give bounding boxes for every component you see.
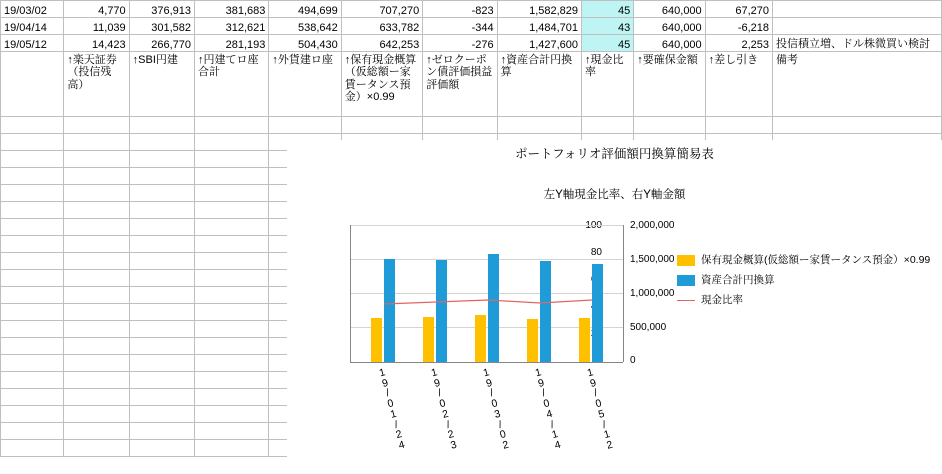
empty-cell[interactable]	[195, 134, 269, 151]
empty-cell[interactable]	[195, 236, 269, 253]
cell-required[interactable]: 640,000	[634, 35, 705, 52]
empty-cell[interactable]	[129, 423, 194, 440]
header-row	[1, 52, 942, 117]
cell-foreign[interactable]: 504,430	[269, 35, 341, 52]
right-axis-tick: 500,000	[630, 322, 667, 333]
column-header-cash[interactable]: ↑保有現金概算（仮総額ー家賃ータンス預金）×0.99	[341, 52, 422, 117]
empty-cell[interactable]	[64, 389, 129, 406]
empty-cell[interactable]	[195, 219, 269, 236]
empty-cell[interactable]	[64, 219, 129, 236]
cell-zero-coupon[interactable]: -344	[423, 18, 497, 35]
empty-cell[interactable]	[129, 253, 194, 270]
cell-cash-ratio[interactable]: 43	[582, 18, 634, 35]
empty-cell[interactable]	[64, 117, 129, 134]
chart-title: ポートフォリオ評価額円換算簡易表	[515, 147, 714, 161]
empty-cell[interactable]	[195, 168, 269, 185]
chart-legend	[677, 254, 939, 314]
empty-cell[interactable]	[64, 440, 129, 457]
empty-cell[interactable]	[195, 151, 269, 168]
empty-cell[interactable]	[1, 304, 64, 321]
cell-note[interactable]: 投信積立増、ドル株微買い検討	[773, 35, 942, 52]
empty-cell[interactable]	[64, 338, 129, 355]
cell-sbi[interactable]: 266,770	[129, 35, 194, 52]
column-header-zero-coupon[interactable]: ↑ゼロクーポン債評価損益評価額	[423, 52, 497, 117]
empty-cell[interactable]	[64, 287, 129, 304]
empty-cell[interactable]	[1, 134, 64, 151]
empty-cell[interactable]	[129, 117, 194, 134]
empty-cell[interactable]	[129, 151, 194, 168]
cell-note[interactable]	[773, 18, 942, 35]
empty-cell[interactable]	[1, 185, 64, 202]
cell-zero-coupon[interactable]: -823	[423, 1, 497, 18]
empty-cell[interactable]	[64, 185, 129, 202]
legend-item-ratio[interactable]	[677, 294, 939, 307]
table-row[interactable]	[1, 35, 942, 52]
cell-cash[interactable]: 633,782	[341, 18, 422, 35]
legend-swatch-icon	[677, 255, 695, 266]
cell-rakuten[interactable]: 11,039	[64, 18, 129, 35]
empty-cell[interactable]	[1, 151, 64, 168]
column-header-note[interactable]: 備考	[773, 52, 942, 117]
empty-cell[interactable]	[195, 440, 269, 457]
cell-rakuten[interactable]: 14,423	[64, 35, 129, 52]
cell-sbi[interactable]: 301,582	[129, 18, 194, 35]
x-axis-label: 1 9 / 0 3 / 0 2	[481, 366, 511, 452]
empty-cell[interactable]	[129, 185, 194, 202]
empty-cell[interactable]	[129, 406, 194, 423]
cell-cash[interactable]: 642,253	[341, 35, 422, 52]
chart-object[interactable]	[287, 140, 942, 474]
empty-cell[interactable]	[1, 253, 64, 270]
empty-cell[interactable]	[195, 270, 269, 287]
empty-cell[interactable]	[341, 117, 422, 134]
empty-cell[interactable]	[64, 270, 129, 287]
empty-cell[interactable]	[64, 355, 129, 372]
empty-cell[interactable]	[1, 423, 64, 440]
cell-foreign[interactable]: 494,699	[269, 1, 341, 18]
empty-cell[interactable]	[195, 406, 269, 423]
empty-cell[interactable]	[1, 440, 64, 457]
empty-cell[interactable]	[64, 236, 129, 253]
empty-cell[interactable]	[195, 372, 269, 389]
cell-diff[interactable]: 67,270	[705, 1, 772, 18]
cell-rakuten[interactable]: 4,770	[64, 1, 129, 18]
cell-asset-total[interactable]: 1,582,829	[497, 1, 581, 18]
empty-cell[interactable]	[1, 270, 64, 287]
empty-cell[interactable]	[269, 117, 341, 134]
empty-cell[interactable]	[64, 304, 129, 321]
empty-cell[interactable]	[1, 321, 64, 338]
empty-cell[interactable]	[64, 321, 129, 338]
empty-cell[interactable]	[1, 219, 64, 236]
left-axis-tick: 80	[590, 247, 602, 258]
empty-cell[interactable]	[129, 168, 194, 185]
empty-cell[interactable]	[195, 253, 269, 270]
empty-cell[interactable]	[1, 117, 64, 134]
empty-cell[interactable]	[1, 168, 64, 185]
cell-yen-total[interactable]: 281,193	[195, 35, 269, 52]
empty-cell[interactable]	[129, 134, 194, 151]
empty-cell[interactable]	[497, 117, 581, 134]
empty-cell[interactable]	[195, 287, 269, 304]
empty-cell[interactable]	[582, 117, 634, 134]
empty-cell[interactable]	[195, 117, 269, 134]
empty-cell[interactable]	[634, 117, 705, 134]
column-header-rakuten[interactable]: ↑楽天証券（投信残高）	[64, 52, 129, 117]
empty-cell[interactable]	[1, 202, 64, 219]
legend-item-cash[interactable]	[677, 254, 939, 267]
right-axis-tick: 2,000,000	[630, 220, 675, 231]
empty-cell[interactable]	[129, 236, 194, 253]
cell-zero-coupon[interactable]: -276	[423, 35, 497, 52]
cell-cash-ratio[interactable]: 45	[582, 1, 634, 18]
empty-cell[interactable]	[195, 202, 269, 219]
cell-date[interactable]: 19/04/14	[1, 18, 64, 35]
empty-cell[interactable]	[1, 236, 64, 253]
empty-cell[interactable]	[129, 287, 194, 304]
empty-cell[interactable]	[129, 202, 194, 219]
legend-swatch-icon	[677, 275, 695, 286]
empty-row[interactable]	[1, 117, 942, 134]
empty-cell[interactable]	[1, 338, 64, 355]
empty-cell[interactable]	[129, 338, 194, 355]
left-axis-tick: 100	[585, 220, 602, 231]
table-row[interactable]	[1, 1, 942, 18]
empty-cell[interactable]	[129, 355, 194, 372]
x-axis-label: 1 9 / 0 5 / 1 2	[585, 366, 615, 452]
cell-date[interactable]: 19/05/12	[1, 35, 64, 52]
column-header-diff[interactable]: ↑差し引き	[705, 52, 772, 117]
x-axis-label: 1 9 / 0 1 / 2 4	[377, 366, 407, 452]
empty-cell[interactable]	[1, 372, 64, 389]
cell-cash-ratio[interactable]: 45	[582, 35, 634, 52]
x-axis-label: 1 9 / 0 2 / 2 3	[429, 366, 459, 452]
cell-date[interactable]: 19/03/02	[1, 1, 64, 18]
empty-cell[interactable]	[1, 287, 64, 304]
empty-cell[interactable]	[129, 304, 194, 321]
cash-ratio-line	[351, 225, 623, 362]
empty-cell[interactable]	[129, 270, 194, 287]
column-header-yen-total[interactable]: ↑円建てロ座合計	[195, 52, 269, 117]
cell-required[interactable]: 640,000	[634, 18, 705, 35]
empty-cell[interactable]	[195, 355, 269, 372]
cell-yen-total[interactable]: 381,683	[195, 1, 269, 18]
cell-sbi[interactable]: 376,913	[129, 1, 194, 18]
column-header-cash-ratio[interactable]: ↑現金比率	[582, 52, 634, 117]
empty-cell[interactable]	[1, 406, 64, 423]
empty-cell[interactable]	[195, 185, 269, 202]
right-axis-tick: 1,500,000	[630, 254, 675, 265]
empty-cell[interactable]	[129, 440, 194, 457]
empty-cell[interactable]	[129, 321, 194, 338]
column-header-required[interactable]: ↑要確保金額	[634, 52, 705, 117]
right-axis-tick: 1,000,000	[630, 288, 675, 299]
empty-cell[interactable]	[129, 389, 194, 406]
column-header-asset-total[interactable]: ↑資産合計円換算	[497, 52, 581, 117]
empty-cell[interactable]	[1, 355, 64, 372]
cell-diff[interactable]: 2,253	[705, 35, 772, 52]
cell-required[interactable]: 640,000	[634, 1, 705, 18]
chart-subtitle: 左Y軸現金比率、右Y軸金額	[543, 189, 686, 201]
right-axis-line	[623, 225, 624, 362]
plot-area	[350, 225, 623, 363]
empty-cell[interactable]	[64, 168, 129, 185]
empty-cell[interactable]	[64, 134, 129, 151]
empty-cell[interactable]	[195, 304, 269, 321]
cell-foreign[interactable]: 538,642	[269, 18, 341, 35]
legend-label: 保有現金概算(仮総額ー家賃ータンス預金）×0.99	[701, 254, 931, 266]
empty-cell[interactable]	[195, 321, 269, 338]
empty-cell[interactable]	[129, 372, 194, 389]
empty-cell[interactable]	[423, 117, 497, 134]
empty-cell[interactable]	[64, 151, 129, 168]
cell-asset-total[interactable]: 1,484,701	[497, 18, 581, 35]
legend-label: 資産合計円換算	[701, 274, 775, 287]
empty-cell[interactable]	[195, 389, 269, 406]
empty-cell[interactable]	[705, 117, 772, 134]
cell-yen-total[interactable]: 312,621	[195, 18, 269, 35]
empty-cell[interactable]	[1, 389, 64, 406]
table-row[interactable]	[1, 18, 942, 35]
cell-diff[interactable]: -6,218	[705, 18, 772, 35]
empty-cell[interactable]	[195, 338, 269, 355]
empty-cell[interactable]	[64, 253, 129, 270]
empty-cell[interactable]	[129, 219, 194, 236]
empty-cell[interactable]	[64, 423, 129, 440]
legend-item-asset[interactable]	[677, 274, 939, 287]
empty-cell[interactable]	[64, 406, 129, 423]
legend-line-icon	[677, 300, 695, 301]
legend-label: 現金比率	[701, 294, 743, 307]
cell-cash[interactable]: 707,270	[341, 1, 422, 18]
column-header-sbi[interactable]: ↑SBI円建	[129, 52, 194, 117]
empty-cell[interactable]	[64, 372, 129, 389]
cell-asset-total[interactable]: 1,427,600	[497, 35, 581, 52]
empty-cell[interactable]	[195, 423, 269, 440]
cell-note[interactable]	[773, 1, 942, 18]
column-header-foreign[interactable]: ↑外貨建ロ座	[269, 52, 341, 117]
x-axis-label: 1 9 / 0 4 / 1 4	[533, 366, 563, 452]
column-header-date[interactable]	[1, 52, 64, 117]
empty-cell[interactable]	[64, 202, 129, 219]
empty-cell[interactable]	[773, 117, 942, 134]
right-axis-tick: 0	[630, 355, 636, 366]
